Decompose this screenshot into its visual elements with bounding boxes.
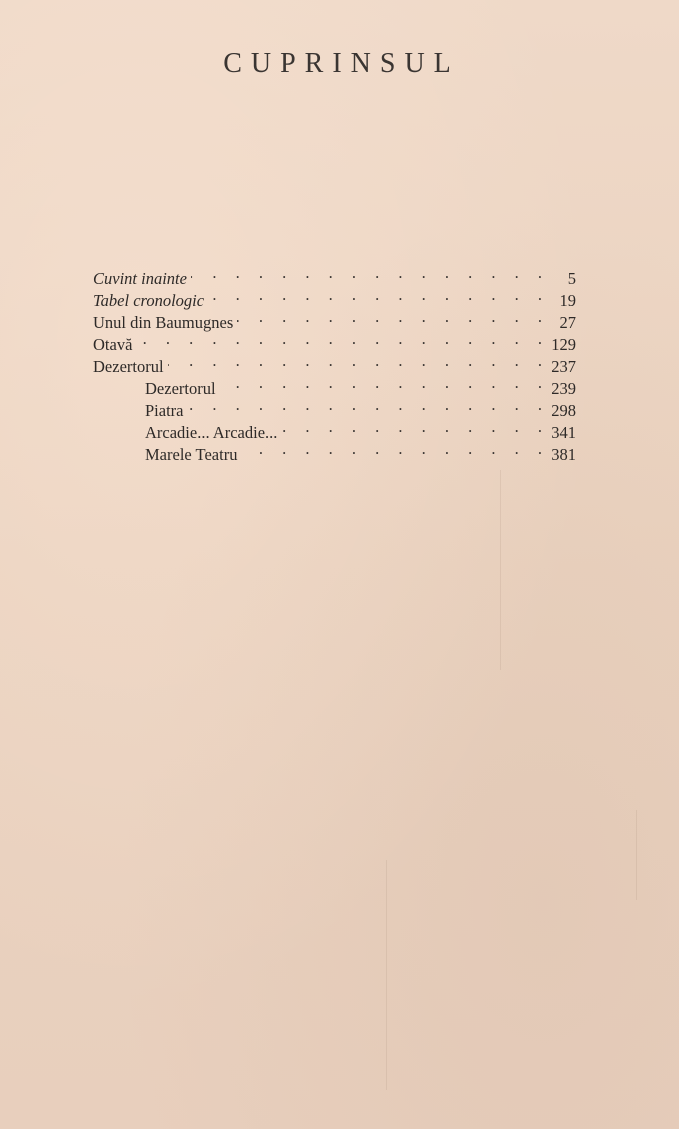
toc-page-number: 129 (551, 335, 576, 354)
toc-subentry (93, 394, 576, 420)
page-title: CUPRINSUL (223, 48, 460, 79)
toc-entry-label: Dezertorul (145, 379, 216, 398)
toc-entry (93, 306, 576, 332)
toc-entry-label: Cuvint inainte (93, 269, 187, 288)
toc-entry (93, 328, 576, 354)
toc-entry (93, 284, 576, 310)
toc-page-number: 239 (551, 379, 576, 398)
dot-leader (136, 328, 542, 350)
toc-subentry (93, 416, 576, 442)
toc-page-number: 237 (551, 357, 576, 376)
dot-leader (208, 284, 542, 306)
toc-entry-label: Otavă (93, 335, 133, 354)
dot-leader (188, 394, 543, 416)
toc-page-number: 381 (551, 445, 576, 464)
toc-page-number: 19 (559, 291, 576, 310)
toc-entry-label: Unul din Baumugnes (93, 313, 234, 332)
dot-leader (168, 350, 542, 372)
dot-leader (281, 416, 542, 438)
toc-entry-label: Arcadie... Arcadie... (145, 423, 278, 442)
paper-crease (636, 810, 637, 900)
dot-leader (237, 306, 542, 328)
toc-subentry (93, 372, 576, 398)
table-of-contents (93, 262, 576, 464)
paper-crease (386, 860, 387, 1090)
toc-entry-label: Tabel cronologic (93, 291, 205, 310)
toc-page-number: 341 (551, 423, 576, 442)
dot-leader (220, 372, 542, 394)
toc-page-number: 5 (567, 269, 576, 288)
dot-leader (191, 262, 542, 284)
toc-subentry (93, 438, 576, 464)
toc-entry (93, 262, 576, 288)
dot-leader (241, 438, 542, 460)
toc-entry-label: Dezertorul (93, 357, 164, 376)
toc-page-number: 298 (551, 401, 576, 420)
toc-entry (93, 350, 576, 376)
toc-page-number: 27 (559, 313, 576, 332)
toc-entry-label: Marele Teatru (145, 445, 238, 464)
paper-crease (500, 470, 501, 670)
toc-entry-label: Piatra (145, 401, 184, 420)
